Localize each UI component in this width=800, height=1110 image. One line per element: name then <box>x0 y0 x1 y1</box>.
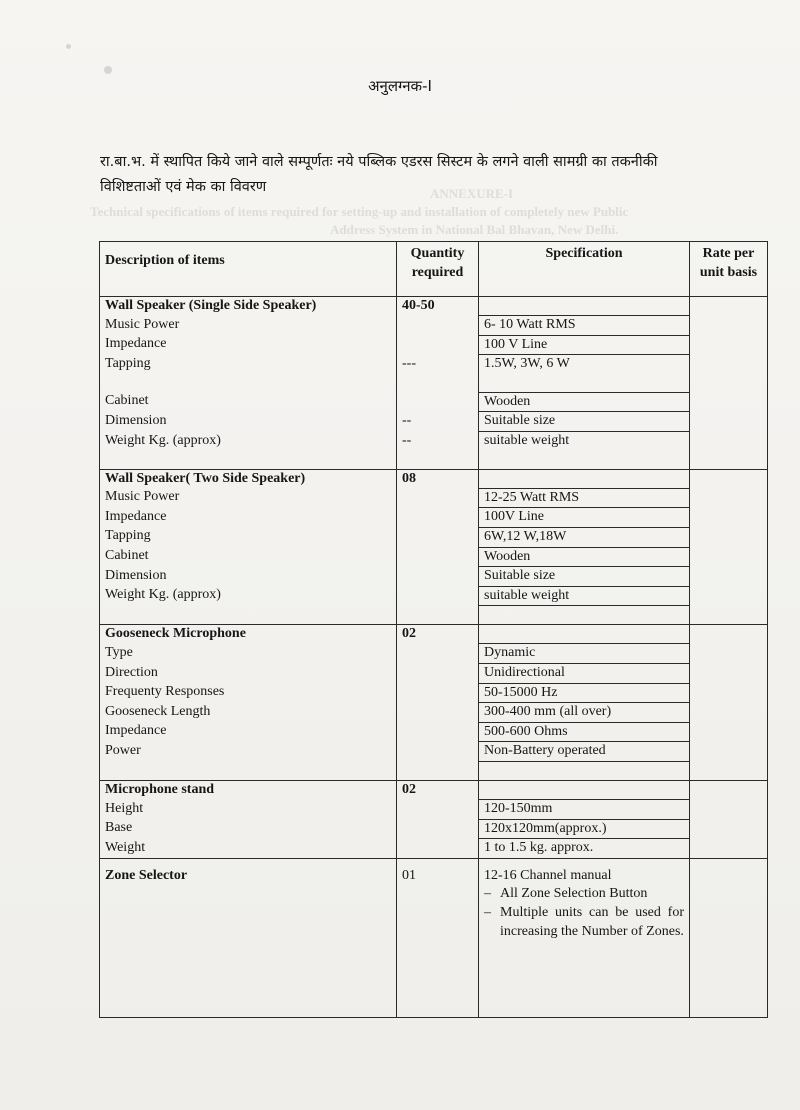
table-body <box>100 297 768 1018</box>
item-qty: -- <box>397 432 479 451</box>
table-row <box>100 819 768 839</box>
table-row <box>100 664 768 684</box>
header-description: Description of items <box>100 242 397 297</box>
item-label: Music Power <box>100 316 397 336</box>
section-rate <box>690 780 768 799</box>
item-label <box>100 374 397 393</box>
table-row <box>100 508 768 528</box>
section-row <box>100 469 768 488</box>
header-quantity: Quantity required <box>397 242 479 297</box>
intro-line-1: रा.बा.भ. में स्थापित किये जाने वाले सम्पूर्णतः नये पब्लिक एडरस सिस्टम के लगने वाली सामग्री का तकनीकी <box>100 154 658 170</box>
item-label: Impedance <box>100 335 397 355</box>
specification-table <box>99 241 768 1018</box>
section-spec <box>479 469 690 488</box>
item-label: Music Power <box>100 488 397 508</box>
spec-bullet-list <box>484 885 684 941</box>
item-qty <box>397 527 479 547</box>
item-rate <box>690 374 768 393</box>
table-row <box>100 586 768 606</box>
item-spec: suitable weight <box>479 586 690 606</box>
table-row <box>100 722 768 742</box>
show-through-text: ANNEXURE-I <box>430 186 514 201</box>
item-spec: 1 to 1.5 kg. approx. <box>479 839 690 859</box>
table-row <box>100 644 768 664</box>
item-rate <box>690 683 768 703</box>
item-label: Power <box>100 742 397 762</box>
item-label: Tapping <box>100 527 397 547</box>
section-quantity: 08 <box>397 469 479 488</box>
item-label: Weight Kg. (approx) <box>100 586 397 606</box>
item-spec: 6W,12 W,18W <box>479 527 690 547</box>
item-rate <box>690 567 768 587</box>
table-row <box>100 567 768 587</box>
item-label: Type <box>100 644 397 664</box>
item-qty <box>397 742 479 762</box>
show-through-text: Address System in National Bal Bhavan, New Delhi. <box>330 222 619 237</box>
item-label: Impedance <box>100 722 397 742</box>
item-label: Dimension <box>100 567 397 587</box>
item-rate <box>690 508 768 528</box>
item-label: Tapping <box>100 355 397 374</box>
item-spec: Wooden <box>479 547 690 567</box>
item-rate <box>690 392 768 412</box>
item-rate <box>690 432 768 451</box>
intro-paragraph <box>100 150 740 200</box>
item-rate <box>690 547 768 567</box>
table-row <box>100 488 768 508</box>
item-label: Dimension <box>100 412 397 432</box>
item-qty <box>397 703 479 723</box>
show-through-text: Technical specifications of items required for setting-up and installation of completely new Public <box>90 204 629 219</box>
table-row <box>100 606 768 625</box>
item-spec: 6- 10 Watt RMS <box>479 316 690 336</box>
item-spec: 12-25 Watt RMS <box>479 488 690 508</box>
item-qty <box>397 451 479 470</box>
section-row <box>100 297 768 316</box>
item-label <box>100 451 397 470</box>
item-qty <box>397 316 479 336</box>
item-spec: Unidirectional <box>479 664 690 684</box>
section-title: Wall Speaker (Single Side Speaker) <box>100 297 397 316</box>
item-label <box>100 606 397 625</box>
table-header-row <box>100 242 768 297</box>
item-label: Impedance <box>100 508 397 528</box>
header-rate: Rate per unit basis <box>690 242 768 297</box>
item-spec: Dynamic <box>479 644 690 664</box>
item-spec <box>479 761 690 780</box>
item-qty: --- <box>397 355 479 374</box>
item-spec <box>479 451 690 470</box>
table-row <box>100 335 768 355</box>
section-rate <box>690 469 768 488</box>
item-rate <box>690 664 768 684</box>
item-rate <box>690 586 768 606</box>
item-qty <box>397 374 479 393</box>
section-spec <box>479 780 690 799</box>
item-spec: 1.5W, 3W, 6 W <box>479 355 690 374</box>
item-rate <box>690 839 768 859</box>
table-row <box>100 742 768 762</box>
item-rate <box>690 488 768 508</box>
item-rate <box>690 606 768 625</box>
item-qty <box>397 488 479 508</box>
table-row <box>100 412 768 432</box>
item-spec: 100 V Line <box>479 335 690 355</box>
item-spec: Non-Battery operated <box>479 742 690 762</box>
item-spec: 120-150mm <box>479 800 690 820</box>
table-row <box>100 547 768 567</box>
item-qty <box>397 606 479 625</box>
header-specification: Specification <box>479 242 690 297</box>
item-spec: Suitable size <box>479 412 690 432</box>
item-qty <box>397 335 479 355</box>
item-rate <box>690 742 768 762</box>
item-spec: suitable weight <box>479 432 690 451</box>
table-row <box>100 800 768 820</box>
item-rate <box>690 316 768 336</box>
section-title: Gooseneck Microphone <box>100 625 397 644</box>
scan-speck <box>66 44 71 49</box>
spec-bullet: – All Zone Selection Button <box>484 885 684 904</box>
item-qty <box>397 761 479 780</box>
table-row <box>100 392 768 412</box>
item-spec: Suitable size <box>479 567 690 587</box>
section-title: Zone Selector <box>100 858 397 1017</box>
table-row <box>100 761 768 780</box>
table-row <box>100 355 768 374</box>
table-row <box>100 703 768 723</box>
section-row <box>100 625 768 644</box>
item-rate <box>690 335 768 355</box>
section-title: Microphone stand <box>100 780 397 799</box>
item-label: Cabinet <box>100 392 397 412</box>
item-rate <box>690 644 768 664</box>
table-row <box>100 432 768 451</box>
section-rate <box>690 625 768 644</box>
item-rate <box>690 819 768 839</box>
item-qty: -- <box>397 412 479 432</box>
item-spec: 500-600 Ohms <box>479 722 690 742</box>
spec-bullet: – Multiple units can be used for increasing the Number of Zones. <box>484 904 684 941</box>
table-row <box>100 374 768 393</box>
item-spec: 100V Line <box>479 508 690 528</box>
section-quantity: 02 <box>397 625 479 644</box>
item-qty <box>397 586 479 606</box>
item-qty <box>397 508 479 528</box>
item-qty <box>397 392 479 412</box>
item-spec <box>479 606 690 625</box>
item-spec: 50-15000 Hz <box>479 683 690 703</box>
section-quantity: 01 <box>397 858 479 1017</box>
item-rate <box>690 527 768 547</box>
spec-main-line: 12-16 Channel manual <box>484 867 612 883</box>
section-quantity: 02 <box>397 780 479 799</box>
table-row <box>100 451 768 470</box>
item-label: Height <box>100 800 397 820</box>
section-row <box>100 858 768 1017</box>
item-label: Weight Kg. (approx) <box>100 432 397 451</box>
table-row <box>100 527 768 547</box>
section-spec <box>479 297 690 316</box>
item-spec <box>479 374 690 393</box>
intro-line-2: विशिष्टताओं एवं मेक का विवरण <box>100 179 267 195</box>
section-rate <box>690 858 768 1017</box>
table-row <box>100 839 768 859</box>
item-label: Direction <box>100 664 397 684</box>
item-qty <box>397 722 479 742</box>
item-label: Gooseneck Length <box>100 703 397 723</box>
item-qty <box>397 683 479 703</box>
scan-speck <box>104 66 112 74</box>
item-rate <box>690 761 768 780</box>
item-label <box>100 761 397 780</box>
annexure-title: अनुलग्नक-I <box>368 77 432 95</box>
item-qty <box>397 664 479 684</box>
item-label: Weight <box>100 839 397 859</box>
item-qty <box>397 819 479 839</box>
item-qty <box>397 800 479 820</box>
item-label: Base <box>100 819 397 839</box>
item-rate <box>690 703 768 723</box>
item-qty <box>397 839 479 859</box>
item-rate <box>690 722 768 742</box>
item-rate <box>690 451 768 470</box>
section-spec <box>479 858 690 1017</box>
item-qty <box>397 547 479 567</box>
item-spec: 300-400 mm (all over) <box>479 703 690 723</box>
item-rate <box>690 412 768 432</box>
item-spec: 120x120mm(approx.) <box>479 819 690 839</box>
item-qty <box>397 644 479 664</box>
section-rate <box>690 297 768 316</box>
section-title: Wall Speaker( Two Side Speaker) <box>100 469 397 488</box>
section-quantity: 40-50 <box>397 297 479 316</box>
item-rate <box>690 800 768 820</box>
table-row <box>100 316 768 336</box>
section-row <box>100 780 768 799</box>
item-qty <box>397 567 479 587</box>
section-spec <box>479 625 690 644</box>
table-row <box>100 683 768 703</box>
item-spec: Wooden <box>479 392 690 412</box>
item-rate <box>690 355 768 374</box>
item-label: Frequenty Responses <box>100 683 397 703</box>
item-label: Cabinet <box>100 547 397 567</box>
